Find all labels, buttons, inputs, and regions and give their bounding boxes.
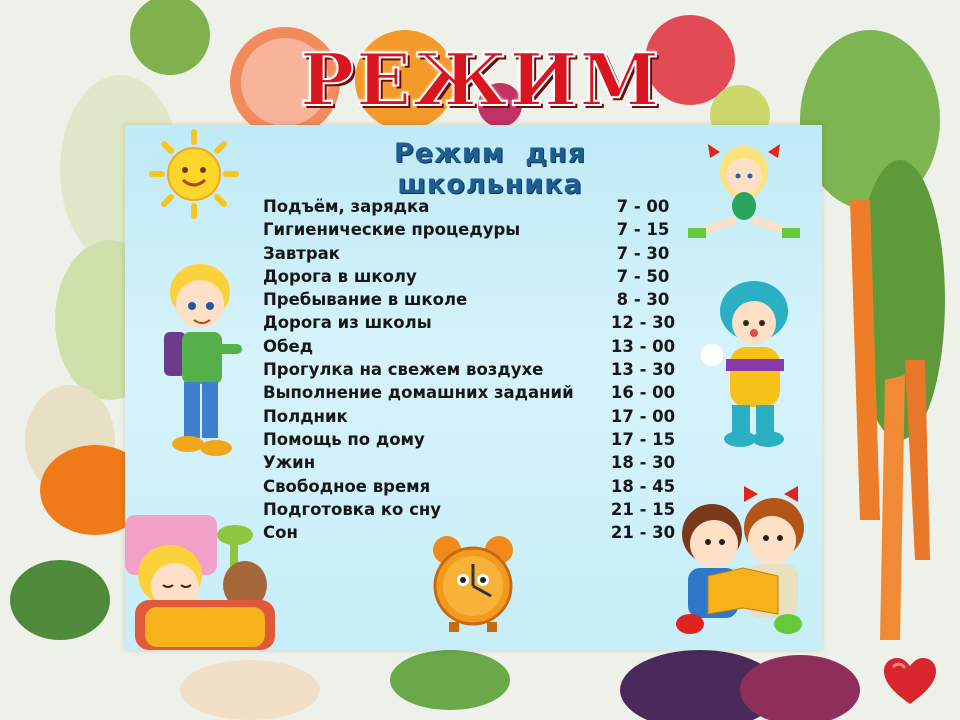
activity-label: Подъём, зарядка [263,197,430,216]
activity-time: 21 - 30 [610,523,676,543]
activity-time: 18 - 30 [610,453,676,473]
activity-time: 17 - 00 [610,406,676,426]
schedule-row [263,335,683,358]
activity-label: Пребывание в школе [263,290,468,310]
activity-label: Дорога в школу [263,266,417,286]
alarm-clock-icon [425,530,521,634]
activity-time: 8 - 30 [616,290,670,310]
schedule-row [263,381,683,404]
schedule-row [263,218,683,241]
activity-time: 13 - 30 [610,360,676,380]
activity-time: 16 - 00 [610,383,676,403]
schedule-row [263,428,683,451]
activity-label: Полдник [263,406,348,426]
activity-time: 13 - 00 [610,336,676,356]
activity-label: Гигиенические процедуры [263,220,521,240]
activity-label: Помощь по дому [263,429,425,449]
activity-label: Подготовка ко сну [263,499,442,519]
gymnast-girl-illustration [684,134,804,244]
schedule-row [263,358,683,381]
schedule-row [263,521,683,544]
schedule-row [263,311,683,334]
heart-icon[interactable] [884,658,936,706]
activity-time: 18 - 45 [610,476,676,496]
activity-label: Дорога из школы [263,313,432,333]
activity-label: Завтрак [263,243,341,263]
activity-label: Прогулка на свежем воздухе [263,360,544,380]
activity-time: 21 - 15 [610,499,676,519]
activity-time: 12 - 30 [610,313,676,333]
activity-label: Ужин [263,453,316,473]
activity-time: 7 - 50 [616,266,670,286]
schedule-row [263,288,683,311]
activity-label: Выполнение домашних заданий [263,383,574,403]
schedule-row [263,475,683,498]
main-title: РЕЖИМ [300,37,662,122]
subtitle: Режим дня школьника [393,138,587,200]
schedule-row [263,451,683,474]
activity-time: 7 - 15 [616,220,670,240]
activity-label: Обед [263,336,314,356]
sun-icon [148,128,240,220]
schedule-row [263,242,683,265]
schedule-row [263,265,683,288]
reading-children-illustration [668,484,818,644]
activity-time: 7 - 30 [616,243,670,263]
activity-time: 17 - 15 [610,429,676,449]
activity-time: 7 - 00 [616,197,670,216]
schedule-list [263,195,683,544]
schoolboy-illustration [156,262,248,460]
schedule-row [263,498,683,521]
winter-child-illustration [692,275,810,451]
activity-label: Свободное время [263,476,431,496]
schedule-row [263,195,683,218]
schedule-row [263,405,683,428]
activity-label: Сон [263,523,298,543]
